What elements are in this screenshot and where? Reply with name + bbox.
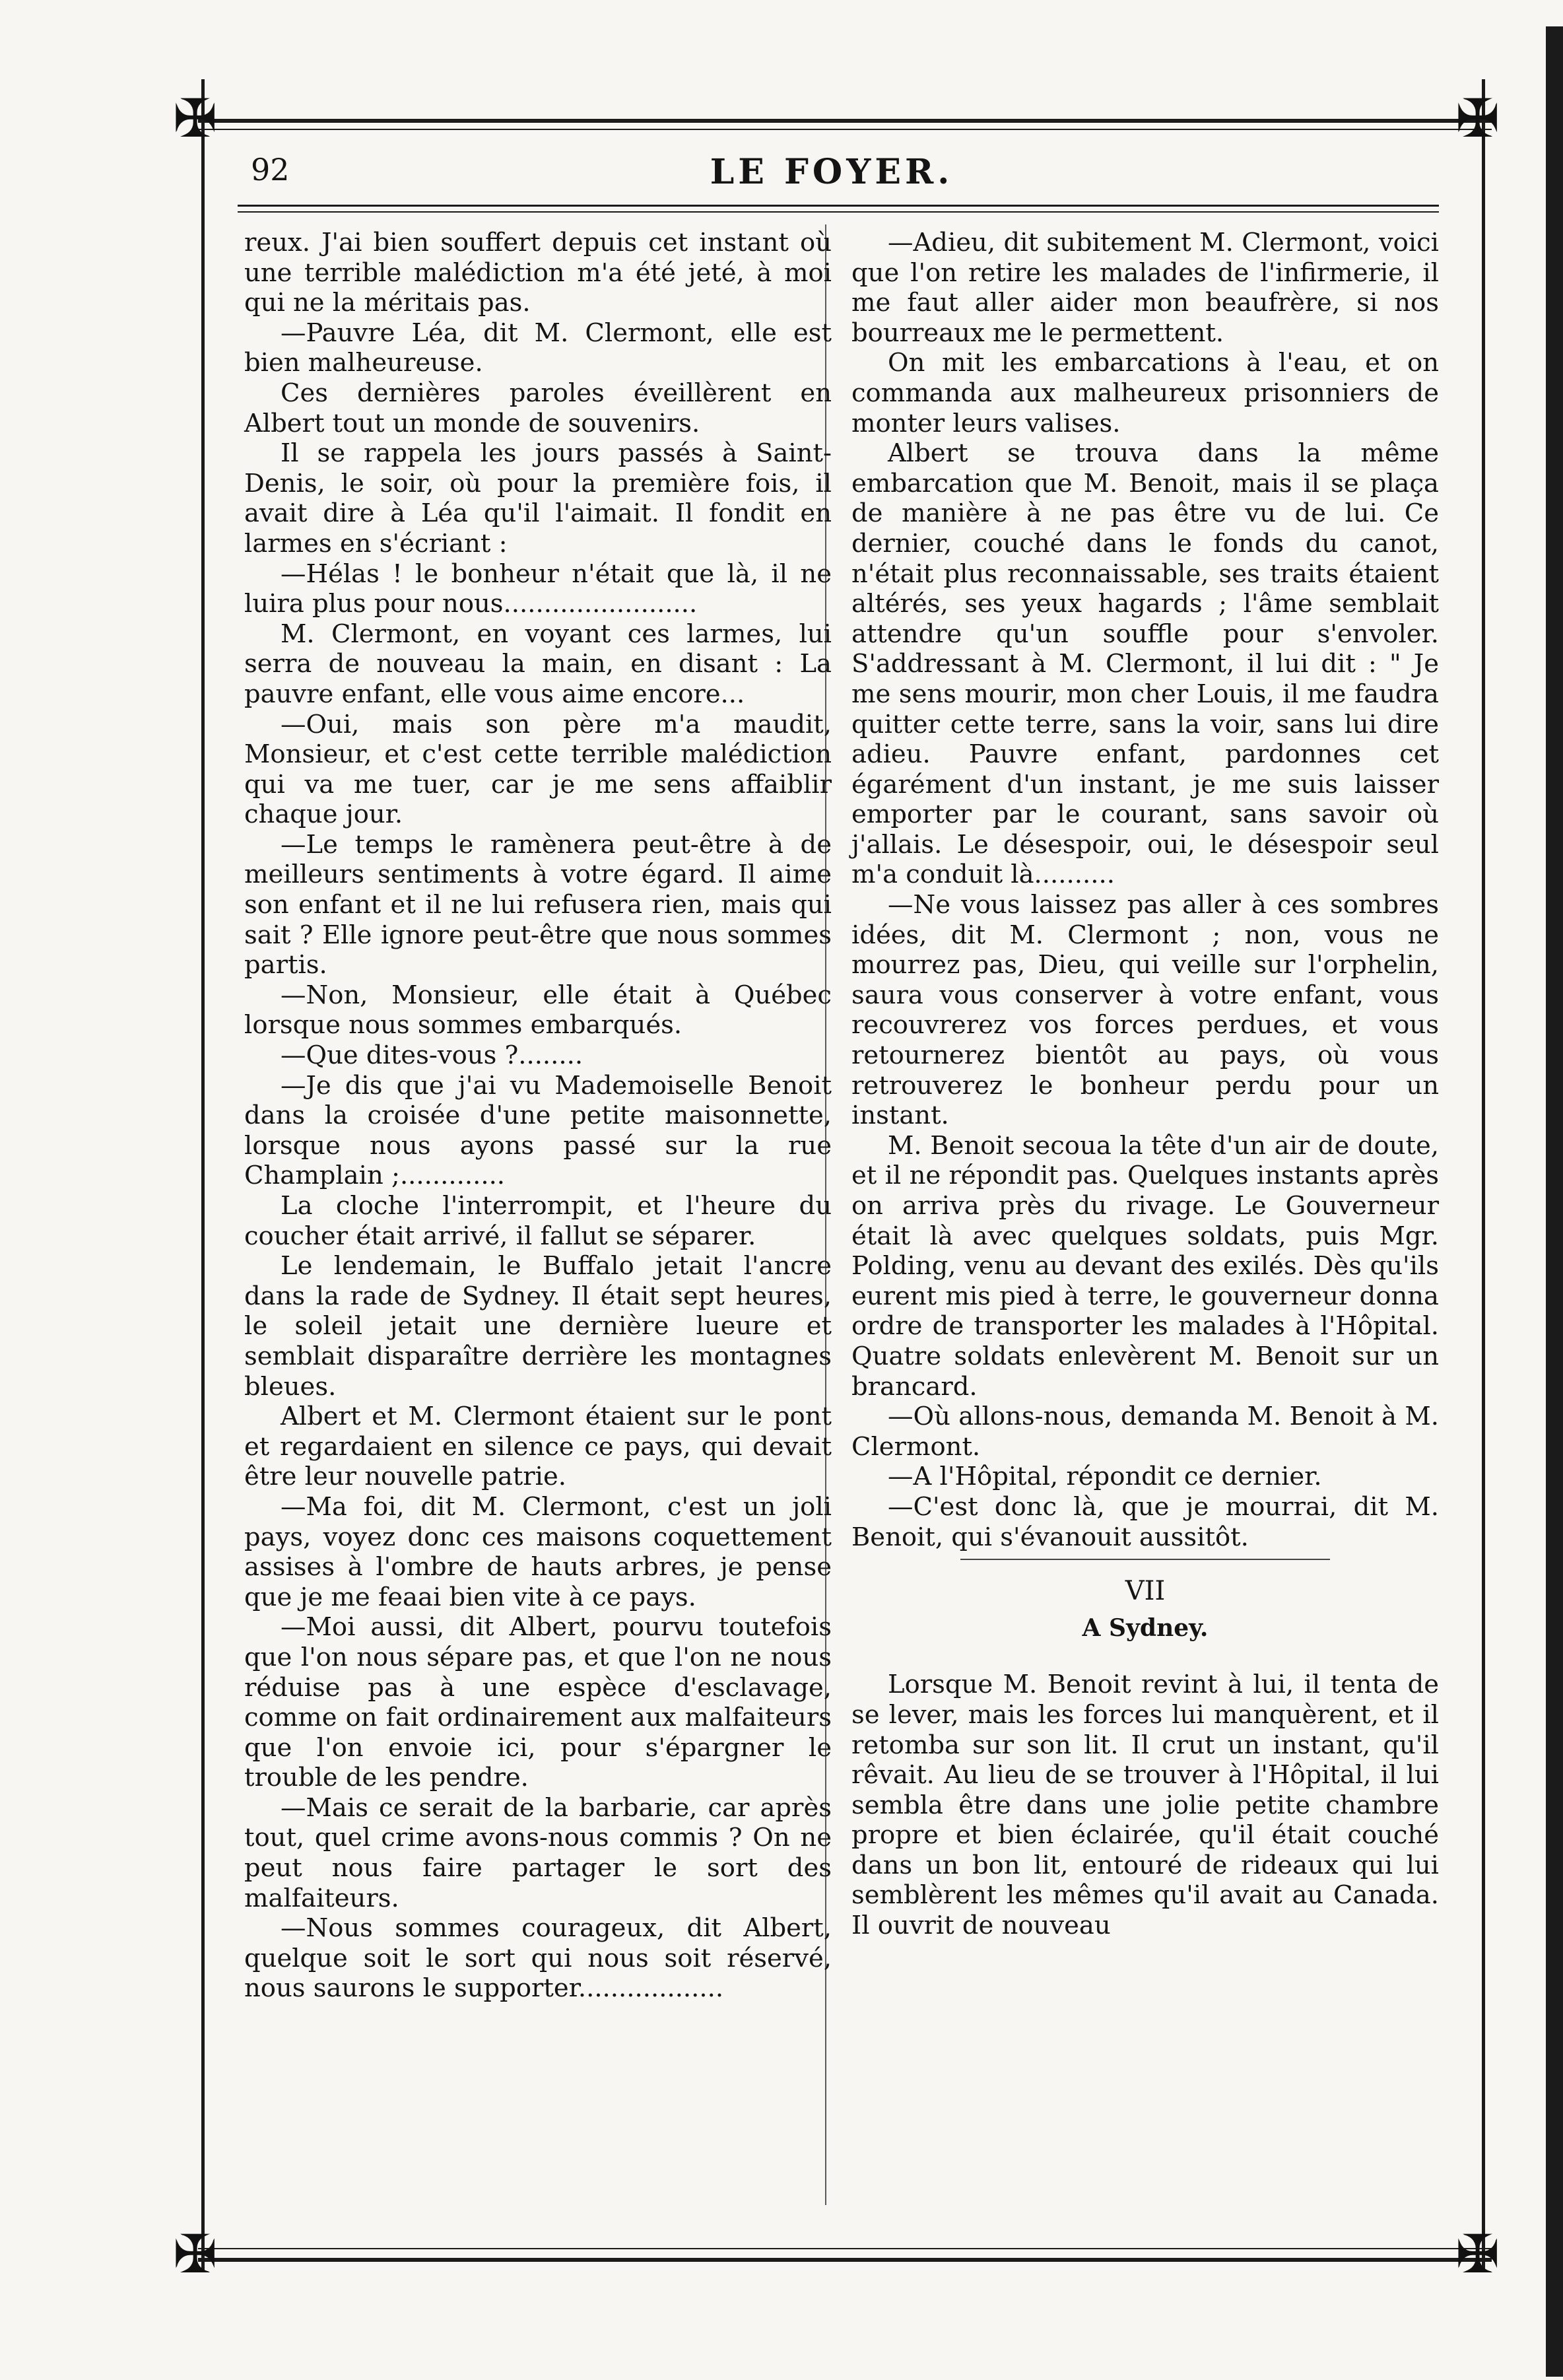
paragraph: —Oui, mais son père m'a maudit, Monsieur, et c'est cette terrible malédiction qui va me tuer, car je me sens affaiblir chaque jour.: [244, 709, 832, 830]
running-title: LE FOYER.: [710, 152, 954, 192]
paragraph: —Adieu, dit subitement M. Clermont, voici que l'on retire les malades de l'infirmerie, il me faut aller aider mon beaufrère, si nos bourreaux me le permettent.: [851, 228, 1439, 348]
paragraph: Le lendemain, le Buffalo jetait l'ancre dans la rade de Sydney. Il était sept heures, le soleil jetait une dernière lueure et semblait disparaître derrière les montagnes bleues.: [244, 1251, 832, 1402]
paragraph: —Je dis que j'ai vu Mademoiselle Benoit dans la croisée d'une petite maisonnette, lorsque nous ayons passé sur la rue Champlain ;.............: [244, 1070, 832, 1191]
paragraph: —Ma foi, dit M. Clermont, c'est un joli pays, voyez donc ces maisons coquettement assises à l'ombre de hauts arbres, je pense que je me feaai bien vite à ce pays.: [244, 1491, 832, 1612]
top-right-ornament-icon: ✠: [1455, 88, 1500, 149]
paragraph: —Hélas ! le bonheur n'était que là, il ne luira plus pour nous........................: [244, 559, 832, 619]
paragraph: Il se rappela les jours passés à Saint-Denis, le soir, où pour la première fois, il avait dire à Léa qu'il l'aimait. Il fondit en larmes en s'écriant :: [244, 438, 832, 559]
top-rule: [198, 119, 1492, 123]
top-rule-thin: [198, 129, 1492, 130]
top-left-ornament-icon: ✠: [173, 88, 218, 149]
paragraph: Lorsque M. Benoit revint à lui, il tenta de se lever, mais les forces lui manquèrent, et il retomba sur son lit. Il crut un instant, qu'il rêvait. Au lieu de se trouver à l'Hôpital, il lui sembla être dans une jolie petite chambre propre et bien éclairée, qu'il était couché dans un bon lit, entouré de rideaux qui lui semblèrent les mêmes qu'il avait au Canada. Il ouvrit de nouveau: [851, 1670, 1439, 1941]
bottom-left-ornament-icon: ✠: [173, 2224, 218, 2285]
left-border: [201, 79, 205, 2271]
left-column: [244, 228, 832, 2004]
paragraph: —C'est donc là, que je mourrai, dit M. Benoit, qui s'évanouit aussitôt.: [851, 1491, 1439, 1552]
header-rule-thin: [238, 211, 1439, 213]
paragraph: —Mais ce serait de la barbarie, car après tout, quel crime avons-nous commis ? On ne peut nous faire partager le sort des malfaiteurs.: [244, 1792, 832, 1913]
header-rule: [238, 205, 1439, 207]
paragraph: —Moi aussi, dit Albert, pourvu toutefois que l'on nous sépare pas, et que l'on ne nous réduise pas à une espèce d'esclavage, comme on fait ordinairement aux malfaiteurs que l'on envoie ici, pour s'épargner le trouble de les pendre.: [244, 1612, 832, 1793]
page-number: 92: [251, 152, 290, 187]
bottom-rule-thin: [198, 2248, 1492, 2249]
paragraph: —Où allons-nous, demanda M. Benoit à M. Clermont.: [851, 1402, 1439, 1462]
paragraph: reux. J'ai bien souffert depuis cet instant où une terrible malédiction m'a été jeté, à moi qui ne la méritais pas.: [244, 228, 832, 318]
binding-edge: [1546, 26, 1563, 2377]
paragraph: —Non, Monsieur, elle était à Québec lorsque nous sommes embarqués.: [244, 980, 832, 1040]
bottom-right-ornament-icon: ✠: [1455, 2224, 1500, 2285]
section-number: VII: [1125, 1576, 1166, 1607]
section-rule: [960, 1559, 1330, 1560]
paragraph: Albert et M. Clermont étaient sur le pont et regardaient en silence ce pays, qui devait être leur nouvelle patrie.: [244, 1402, 832, 1492]
paragraph: —Ne vous laissez pas aller à ces sombres idées, dit M. Clermont ; non, vous ne mourrez pas, Dieu, qui veille sur l'orphelin, saura vous conserver à votre enfant, vous recouvrerez vos forces perdues, et vous retournerez bientôt au pays, où vous retrouverez le bonheur perdu pour un instant.: [851, 890, 1439, 1131]
paragraph: Ces dernières paroles éveillèrent en Albert tout un monde de souvenirs.: [244, 378, 832, 438]
paragraph: La cloche l'interrompit, et l'heure du coucher était arrivé, il fallut se séparer.: [244, 1191, 832, 1251]
right-column: [851, 228, 1439, 1941]
bottom-rule: [198, 2258, 1492, 2262]
paragraph: M. Benoit secoua la tête d'un air de doute, et il ne répondit pas. Quelques instants après on arriva près du rivage. Le Gouverneur était là avec quelques soldats, puis Mgr. Polding, venu au devant des exilés. Dès qu'ils eurent mis pied à terre, le gouverneur donna ordre de transporter les malades à l'Hôpital. Quatre soldats enlevèrent M. Benoit sur un brancard.: [851, 1130, 1439, 1402]
page-header: [238, 152, 1426, 198]
paragraph: —A l'Hôpital, répondit ce dernier.: [888, 1462, 1322, 1492]
paragraph: —Pauvre Léa, dit M. Clermont, elle est bien malheureuse.: [244, 318, 832, 378]
paragraph: —Nous sommes courageux, dit Albert, quelque soit le sort qui nous soit réservé, nous saurons le supporter..................: [244, 1913, 832, 2004]
right-border: [1482, 79, 1485, 2271]
section-title: A Sydney.: [1082, 1614, 1209, 1642]
paragraph: M. Clermont, en voyant ces larmes, lui serra de nouveau la main, en disant : La pauvre enfant, elle vous aime encore...: [244, 619, 832, 709]
paragraph: —Le temps le ramènera peut-être à de meilleurs sentiments à votre égard. Il aime son enfant et il ne lui refusera rien, mais qui sait ? Elle ignore peut-être que nous sommes partis.: [244, 829, 832, 980]
paragraph: Albert se trouva dans la même embarcation que M. Benoit, mais il se plaça de manière à ne pas être vu de lui. Ce dernier, couché dans le fonds du canot, n'était plus reconnaissable, ses traits étaient altérés, ses yeux hagards ; l'âme semblait attendre qu'un souffle pour s'envoler. S'addressant à M. Clermont, il lui dit : " Je me sens mourir, mon cher Louis, il me faudra quitter cette terre, sans la voir, sans lui dire adieu. Pauvre enfant, pardonnes cet égarément d'un instant, je me suis laisser emporter par le courant, sans savoir où j'allais. Le désespoir, oui, le désespoir seul m'a conduit là..........: [851, 438, 1439, 890]
paragraph: —Que dites-vous ?........: [281, 1040, 583, 1071]
paragraph: On mit les embarcations à l'eau, et on commanda aux malheureux prisonniers de monter leurs valises.: [851, 348, 1439, 438]
